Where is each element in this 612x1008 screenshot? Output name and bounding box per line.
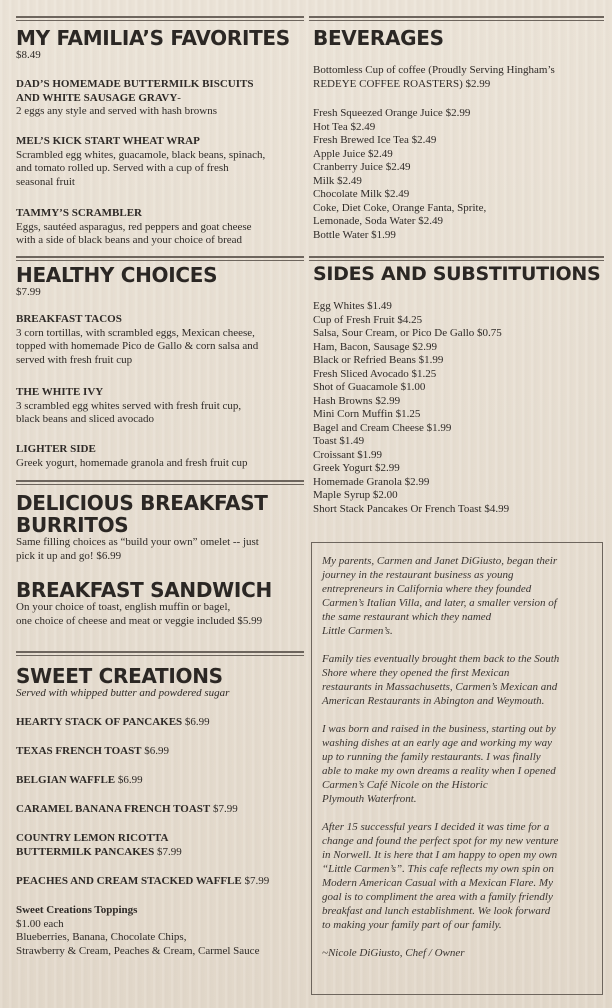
story-line: goal is to compliment the area with a family friendly [322,891,553,903]
story-line: Carmen’s Café Nicole on the Historic [322,779,488,791]
burritos-desc [16,536,304,563]
burritos-heading-line1: DELICIOUS BREAKFAST [16,491,268,515]
sweet-toppings [16,904,304,958]
burritos-heading [16,492,268,536]
sides-heading: SIDES AND SUBSTITUTIONS [313,263,601,285]
story-line: American Restaurants in Abington and Weymouth. [322,695,545,707]
story-line: washing dishes at an early age and working my way [322,737,553,749]
story-signature [322,946,592,960]
menu-item-breakfast-tacos [16,313,304,367]
story-paragraph [322,820,592,932]
story-line: Little Carmen’s. [322,625,393,637]
side-item: Greek Yogurt $2.99 [313,462,400,474]
menu-item-texas-french-toast [16,745,169,759]
item-title: PEACHES AND CREAM STACKED WAFFLE [16,875,242,887]
item-price: $6.99 [144,745,170,757]
side-item: Black or Refried Beans $1.99 [313,354,444,366]
sweet-subtitle: Served with whipped butter and powdered sugar [16,687,230,699]
item-title: THE WHITE IVY [16,386,104,398]
story-line: the same restaurant which they named [322,611,492,623]
item-price: $6.99 [184,716,210,728]
beverage-item: Coke, Diet Coke, Orange Fanta, Sprite, [313,201,487,214]
favorites-heading: MY FAMILIA’S FAVORITES [16,26,290,50]
item-desc: 3 scrambled egg whites served with fresh fruit cup, [16,399,242,412]
section-divider [16,480,304,485]
side-item: Hash Browns $2.99 [313,394,401,407]
healthy-heading: HEALTHY CHOICES [16,263,218,287]
item-desc: Greek yogurt, homemade granola and fresh fruit cup [16,456,248,469]
item-title-suffix: - [177,91,181,104]
story-line: Shore where they opened the first Mexican [322,667,510,679]
story-line: My parents, Carmen and Janet DiGiusto, began their [322,555,558,567]
item-price: $7.99 [156,845,182,858]
item-price: $6.99 [117,774,143,786]
story-paragraph [322,652,592,708]
section-divider [16,651,304,656]
menu-item-tammys-scrambler [16,207,304,248]
item-title: TAMMY’S SCRAMBLER [16,207,142,219]
item-title-line2 [16,92,304,106]
beverage-item: Milk $2.49 [313,174,362,187]
story-line: to making your family part of our family. [322,919,502,931]
side-item: Mini Corn Muffin $1.25 [313,408,421,420]
menu-item-mels-wrap [16,135,304,189]
item-title: DAD’S HOMEMADE BUTTERMILK BISCUITS [16,78,254,90]
item-desc: seasonal fruit [16,175,75,188]
story-line: change and found the perfect spot for my new venture [322,835,559,847]
favorites-price: $8.49 [16,49,41,61]
item-desc: 3 corn tortillas, with scrambled eggs, Mexican cheese, [16,326,255,339]
beverage-item: Chocolate Milk $2.49 [313,188,410,200]
toppings-list: Strawberry & Cream, Peaches & Cream, Carmel Sauce [16,944,260,957]
story-paragraph [322,722,592,806]
side-item: Bagel and Cream Cheese $1.99 [313,421,452,434]
story-line: Plymouth Waterfront. [322,793,417,805]
beverage-item: Hot Tea $2.49 [313,120,376,133]
burritos-desc-line: pick it up and go! $6.99 [16,549,122,562]
side-item: Short Stack Pancakes Or French Toast $4.99 [313,502,510,515]
story-line: up to running the family restaurants. I was finally [322,751,541,763]
section-divider [16,256,304,261]
story-line: in Norwell. It is here that I am happy to open my own [322,849,558,861]
menu-item-peaches-waffle [16,875,269,889]
item-title: TEXAS FRENCH TOAST [16,745,142,757]
toppings-title: Sweet Creations Toppings [16,904,138,916]
side-item: Salsa, Sour Cream, or Pico De Gallo $0.75 [313,327,502,339]
story-line: Carmen’s Italian Villa, and later, a smaller version of [322,597,557,609]
beverage-item: Lemonade, Soda Water $2.49 [313,215,443,227]
item-desc: Eggs, sautéed asparagus, red peppers and goat cheese [16,220,252,233]
item-desc: with a side of black beans and your choice of bread [16,234,243,246]
item-title: MEL’S KICK START WHEAT WRAP [16,135,200,147]
beverage-line: Bottomless Cup of coffee (Proudly Serving Hingham’s [313,64,555,76]
side-item: Toast $1.49 [313,435,365,447]
story-line: I was born and raised in the business, starting out by [322,723,556,735]
item-price: $7.99 [244,875,270,887]
item-title: COUNTRY LEMON RICOTTA [16,832,169,844]
section-divider [16,16,304,21]
side-item: Maple Syrup $2.00 [313,489,398,501]
side-item: Croissant $1.99 [313,448,383,461]
side-item: Fresh Sliced Avocado $1.25 [313,367,437,380]
menu-item-belgian-waffle [16,774,143,788]
sandwich-desc [16,601,304,628]
beverage-item: Cranberry Juice $2.49 [313,161,411,173]
story-line: journey in the restaurant business as young [322,569,514,581]
item-desc: black beans and sliced avocado [16,413,155,425]
story-line: able to make my own dreams a reality when I opened [322,765,556,777]
item-title: BREAKFAST TACOS [16,313,122,325]
story-line: “Little Carmen’s”. This cafe reflects my own spin on [322,863,554,875]
sandwich-heading: BREAKFAST SANDWICH [16,578,272,602]
story-line: breakfast and lunch establishment. We look forward [322,905,551,917]
side-item: Egg Whites $1.49 [313,300,392,312]
item-title: LIGHTER SIDE [16,443,96,455]
story-line: restaurants in Massachusetts, Carmen’s Mexican and [322,681,558,693]
menu-item-hearty-stack [16,716,210,730]
menu-item-lemon-ricotta [16,832,182,859]
story-line: After 15 successful years I decided it was time for a [322,821,550,833]
menu-item-white-ivy [16,386,304,427]
story-line: Family ties eventually brought them back to the South [322,653,560,665]
item-desc: 2 eggs any style and served with hash browns [16,105,218,117]
side-item: Cup of Fresh Fruit $4.25 [313,313,423,326]
item-title: BELGIAN WAFFLE [16,774,116,786]
beverage-line: REDEYE COFFEE ROASTERS) $2.99 [313,77,491,90]
menu-item-lighter-side [16,443,304,470]
beverage-item: Apple Juice $2.49 [313,147,393,160]
sweet-heading: SWEET CREATIONS [16,664,223,688]
sides-list [313,300,604,516]
item-title-line2: BUTTERMILK PANCAKES [16,845,155,858]
item-title: HEARTY STACK OF PANCAKES [16,716,183,728]
item-price: $7.99 [213,803,238,815]
burritos-desc-line: Same filling choices as “build your own” omelet -- just [16,536,259,548]
item-desc: Scrambled egg whites, guacamole, black beans, spinach, [16,148,266,161]
story-line: Modern American Casual with a Mexican Flare. My [322,877,553,889]
beverage-item: Bottle Water $1.99 [313,228,396,241]
menu-item-caramel-banana [16,803,238,817]
story-line: entrepreneurs in California where they founded [322,583,532,595]
beverage-item: Fresh Squeezed Orange Juice $2.99 [313,107,471,119]
story-paragraph [322,554,592,638]
sandwich-desc-line: On your choice of toast, english muffin or bagel, [16,601,231,613]
item-desc: and tomato rolled up. Served with a cup of fresh [16,162,229,174]
burritos-heading-line2: BURRITOS [16,513,129,537]
story-line: ~Nicole DiGiusto, Chef / Owner [322,947,465,959]
beverages-list [313,107,604,242]
item-title-text: AND WHITE SAUSAGE GRAVY [16,91,178,104]
beverage-item: Fresh Brewed Ice Tea $2.49 [313,134,437,146]
sandwich-desc-line: one choice of cheese and meat or veggie included $5.99 [16,614,263,627]
healthy-price: $7.99 [16,286,41,298]
item-desc: topped with homemade Pico de Gallo & corn salsa and [16,340,259,352]
side-item: Homemade Granola $2.99 [313,475,430,488]
toppings-list: Blueberries, Banana, Chocolate Chips, [16,931,187,943]
item-desc: served with fresh fruit cup [16,353,133,366]
item-title: CARAMEL BANANA FRENCH TOAST [16,803,211,815]
beverages-coffee [313,64,604,91]
side-item: Ham, Bacon, Sausage $2.99 [313,340,438,353]
section-divider [309,256,604,261]
side-item: Shot of Guacamole $1.00 [313,381,426,393]
menu-item-dads-biscuits [16,78,304,119]
toppings-price: $1.00 each [16,917,64,930]
section-divider [309,16,604,21]
beverages-heading: BEVERAGES [313,26,444,50]
owner-story-box [311,542,603,995]
